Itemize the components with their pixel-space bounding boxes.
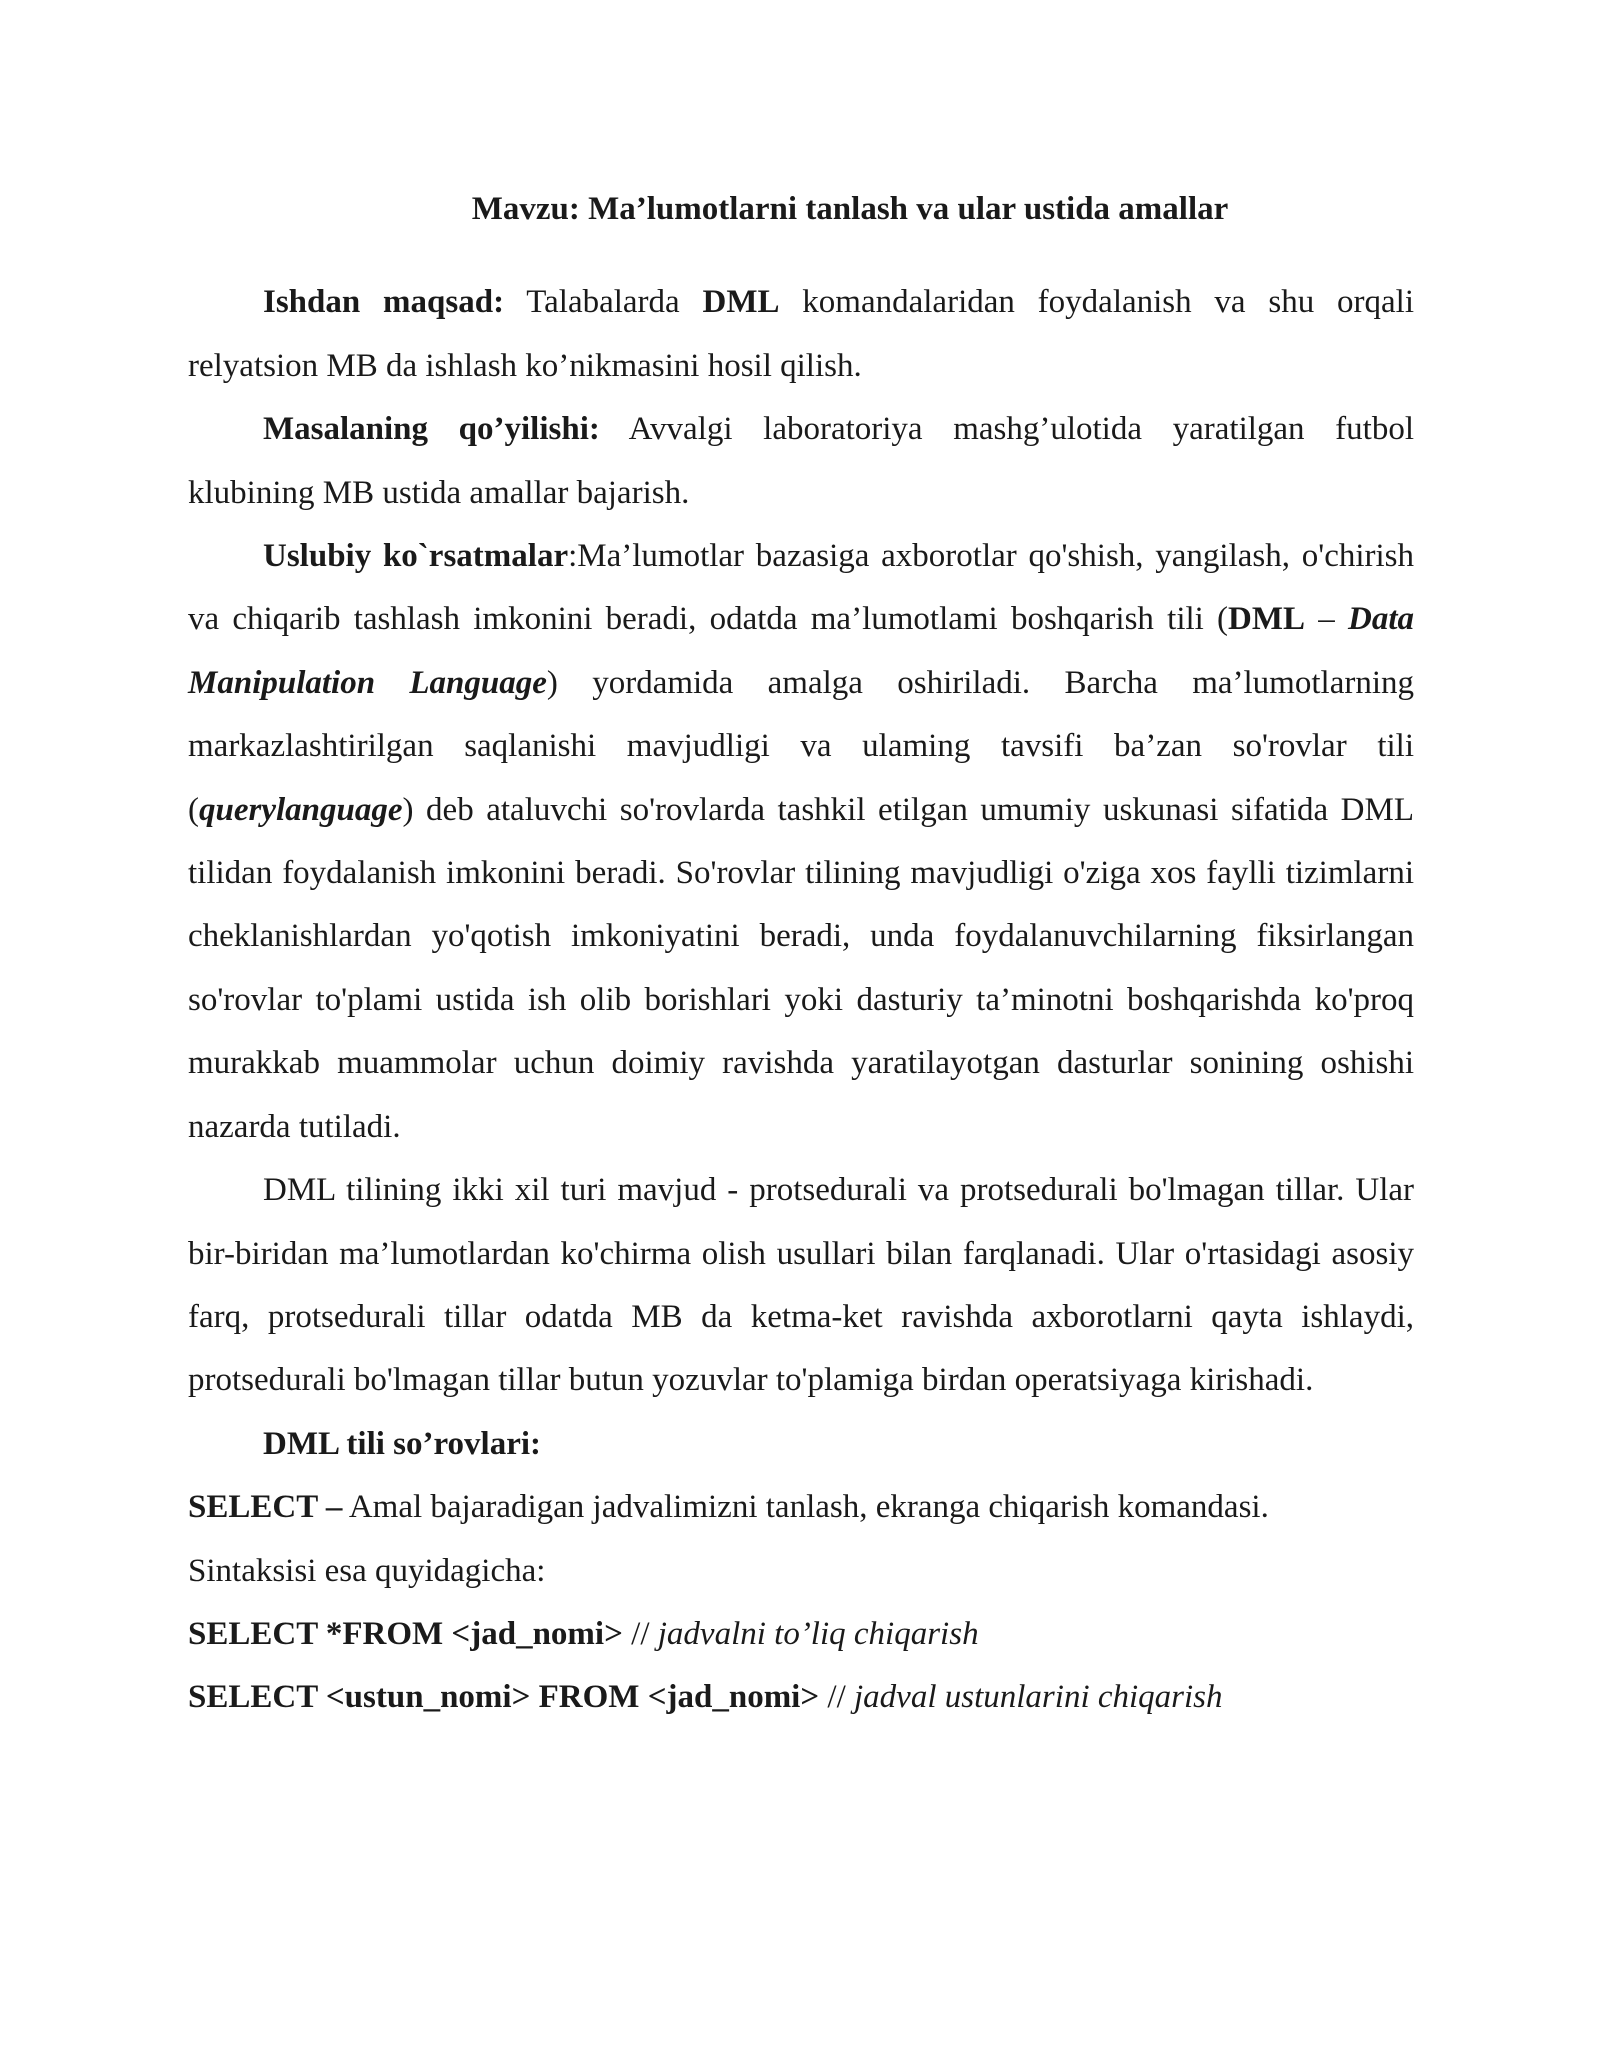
- types-paragraph: DML tilining ikki xil turi mavjud - protsedurali va protsedurali bo'lmagan tillar. Ular bir-biridan ma’lumotlardan ko'chirma olish usullari bilan farqlanadi. Ular o'rtasidagi asosiy farq, protsedurali tillar odatda MB da ketma-ket ravishda axborotlarni qayta ishlaydi, protsedurali bo'lmagan tillar butun yozuvlar to'plamiga birdan operatsiyaga kirishadi.: [188, 1172, 1414, 1399]
- document-page: [188, 178, 1414, 1730]
- guidelines-dml: DML: [1228, 601, 1306, 638]
- guidelines-query-language: querylanguage: [199, 791, 403, 828]
- select-line: [188, 1476, 1414, 1539]
- syntax-separator: //: [819, 1679, 855, 1716]
- syntax-line: [188, 1603, 1414, 1666]
- page-title: Mavzu: Ma’lumotlarni tanlash va ular ustida amallar: [471, 191, 1229, 227]
- task-text: Avvalgi laboratoriya mashg’ulotida yaratilgan futbol klubining MB ustida amallar bajarish.: [188, 411, 1415, 511]
- guidelines-text-1: :Ma’lumotlar bazasiga axborotlar qo'shish, yangilash, o'chirish va chiqarib tashlash imkonini beradi, odatda ma’lumotlami boshqarish tili (: [188, 538, 1415, 638]
- guidelines-text-3: ) deb ataluvchi so'rovlarda tashkil etilgan umumiy uskunasi sifatida DML tilidan foydalanish imkonini beradi. So'rovlar tilining mavjudligi o'ziga xos faylli tizimlarni cheklanishlardan yo'qotish imkoniyatini beradi, unda foydalanuvchilarning fiksirlangan so'rovlar to'plami ustida ish olib borishlari yoki dasturiy ta’minotni boshqarishda ko'proq murakkab muammolar uchun doimiy ravishda yaratilayotgan dasturlar sonining oshishi nazarda tutiladi.: [188, 791, 1414, 1145]
- syntax-comment: jadval ustunlarini chiqarish: [854, 1679, 1223, 1716]
- syntax-comment: jadvalni to’liq chiqarish: [657, 1615, 979, 1652]
- goal-text-before: Talabalarda: [504, 284, 703, 321]
- task-label: Masalaning qo’yilishi:: [263, 411, 600, 448]
- goal-paragraph: [188, 271, 1414, 398]
- guidelines-paragraph: [188, 525, 1414, 1159]
- queries-heading: [188, 1413, 1414, 1476]
- syntax-intro: Sintaksisi esa quyidagicha:: [188, 1552, 546, 1589]
- goal-label: Ishdan maqsad:: [263, 284, 505, 321]
- syntax-code: SELECT *FROM <jad_nomi>: [188, 1615, 623, 1652]
- syntax-code: SELECT <ustun_nomi> FROM <jad_nomi>: [188, 1679, 820, 1716]
- syntax-line: [188, 1666, 1414, 1729]
- goal-dml-term: DML: [702, 284, 780, 321]
- goal-text-after: komandalaridan foydalanish va shu orqali relyatsion MB da ishlash ko’nikmasini hosil qilish.: [188, 284, 1414, 384]
- guidelines-label: Uslubiy ko`rsatmalar: [263, 538, 569, 575]
- select-label: SELECT –: [188, 1489, 343, 1526]
- select-text: Amal bajaradigan jadvalimizni tanlash, ekranga chiqarish komandasi.: [342, 1489, 1269, 1526]
- guidelines-dash: –: [1305, 601, 1348, 638]
- queries-heading-text: DML tili so’rovlari:: [263, 1425, 542, 1462]
- task-paragraph: [188, 398, 1414, 525]
- syntax-separator: //: [622, 1615, 658, 1652]
- guidelines-text-2: ) yordamida amalga oshiriladi. Barcha ma’lumotlarning markazlashtirilgan saqlanishi mavjudligi va ulaming tavsifi ba’zan so'rovlar tili (: [188, 664, 1414, 828]
- guidelines-dml-full: Data Manipulation Language: [188, 601, 1414, 701]
